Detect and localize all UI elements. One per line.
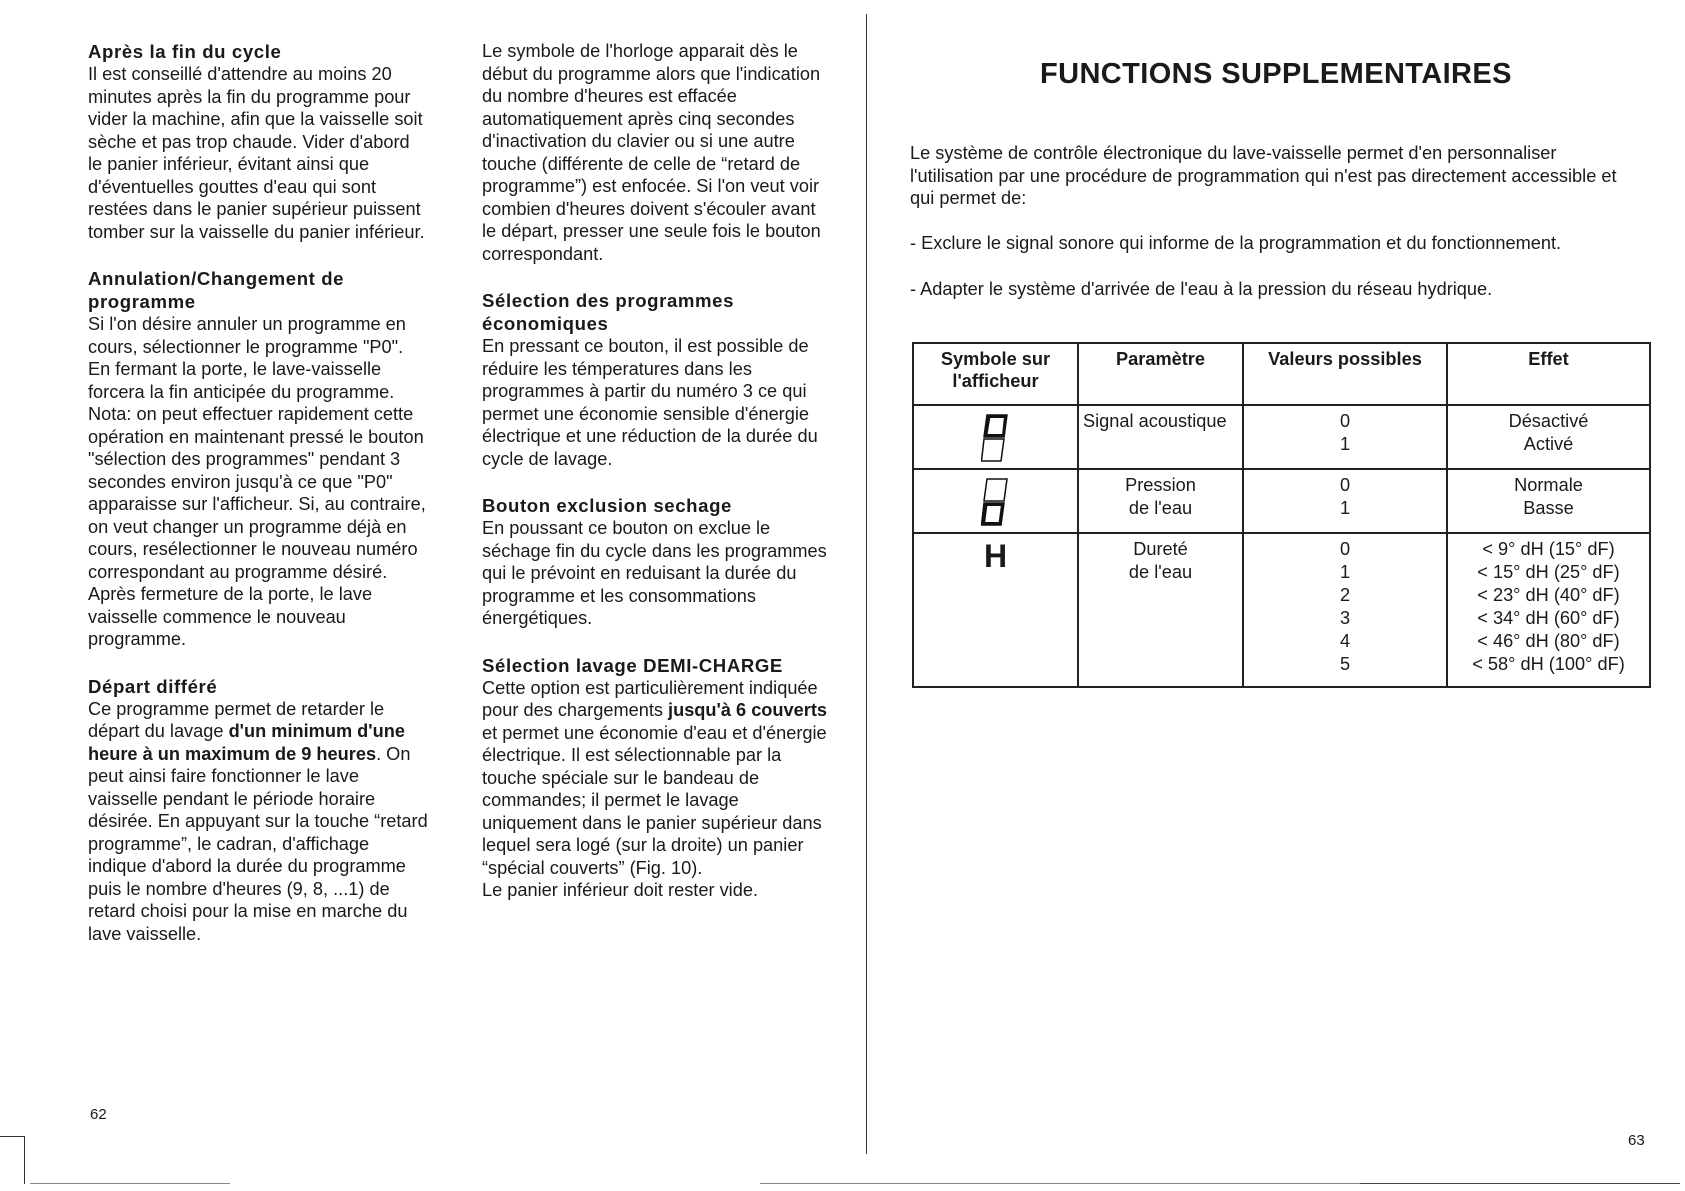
section-delayed-start bbox=[88, 675, 428, 946]
symbol-cell bbox=[913, 405, 1078, 469]
page-title: FUNCTIONS SUPPLEMENTAIRES bbox=[1040, 58, 1512, 90]
table-row bbox=[913, 405, 1650, 469]
section-text: En pressant ce bouton, il est possible de réduire les témperatures dans les programmes à partir du numéro 3 ce qui permet une économie sensible d'énergie électrique et une réduction de la durée du cycle de lavage. bbox=[482, 336, 818, 469]
segment-bottom-icon bbox=[981, 476, 1011, 528]
symbol-cell bbox=[913, 469, 1078, 533]
effect-cell: Normale Basse bbox=[1447, 469, 1650, 533]
crop-mark bbox=[0, 1136, 24, 1137]
left-column-2 bbox=[482, 40, 827, 926]
section-text: Si l'on désire annuler un programme en cours, sélectionner le programme "P0". En fermant la porte, le lave-vaisselle forcera la fin anticipée du programme. bbox=[88, 314, 406, 402]
section-drying-exclusion bbox=[482, 494, 827, 630]
section-title: Sélection des programmes économiques bbox=[482, 290, 735, 334]
scan-edge-line bbox=[1360, 1183, 1680, 1184]
section-cancel-change bbox=[88, 267, 428, 651]
values-cell: 0 1 bbox=[1243, 405, 1447, 469]
section-title: Départ différé bbox=[88, 675, 218, 697]
header-symbol: Symbole sur l'afficheur bbox=[913, 343, 1078, 405]
section-eco-programs bbox=[482, 289, 827, 470]
section-text-end: Le panier inférieur doit rester vide. bbox=[482, 880, 758, 900]
section-after-cycle bbox=[88, 40, 428, 243]
page-number-left: 62 bbox=[90, 1106, 107, 1123]
page-number-right: 63 bbox=[1628, 1132, 1645, 1149]
settings-table bbox=[912, 342, 1651, 688]
section-text: Le symbole de l'horloge apparait dès le début du programme alors que l'indication du nombre d'heures est effacée automatiquement après cinq secondes d'inactivation du clavier ou si une autre touche (différente de celle de “retard de programme”) est enfocée. Si l'on veut voir combien d'heures doivent s'écouler avant le départ, presser une seule fois le bouton correspondant. bbox=[482, 41, 821, 264]
scan-edge-line bbox=[760, 1183, 1360, 1184]
section-title: Sélection lavage DEMI-CHARGE bbox=[482, 654, 783, 676]
section-note: Nota: on peut effectuer rapidement cette opération en maintenant pressé le bouton "sélection des programmes" pendant 3 secondes environ jusqu'à ce que "P0" apparaisse sur l'afficheur. Si, au contraire, on veut changer un programme déjà en cours, resélectionner le nouveau numéro correspondant au programme désiré. Après fermeture de la porte, le lave vaisselle commence le nouveau programme. bbox=[88, 404, 426, 649]
h-symbol: H bbox=[983, 538, 1008, 574]
section-half-load bbox=[482, 654, 827, 902]
header-parameter: Paramètre bbox=[1078, 343, 1243, 405]
param-cell: Dureté de l'eau bbox=[1078, 533, 1243, 687]
section-text: En poussant ce bouton on exclue le séchage fin du cycle dans les programmes qui le prévoint en reduisant la durée du programme et les consommations énergétiques. bbox=[482, 518, 827, 628]
scan-edge-line bbox=[30, 1183, 230, 1184]
section-text: Il est conseillé d'attendre au moins 20 minutes après la fin du programme pour vider la machine, afin que la vaisselle soit sèche et pas trop chaude. Vider d'abord le panier inférieur, évitant ainsi que d'éventuelles gouttes d'eau qui sont restées dans le panier supérieur puissent tomber sur la vaisselle du panier inférieur. bbox=[88, 64, 425, 242]
header-effect: Effet bbox=[1447, 343, 1650, 405]
bullet-item: - Adapter le système d'arrivée de l'eau à la pression du réseau hydrique. bbox=[910, 279, 1493, 299]
section-text: Cette option est particulièrement indiquée pour des chargements jusqu'à 6 couverts et permet une économie d'eau et d'énergie électrique. Il est sélectionnable par la touche spéciale sur le bandeau de commandes; il permet le lavage uniquement dans le panier supérieur dans lequel sera logé (sur la droite) un panier “spécial couverts” (Fig. 10). bbox=[482, 677, 828, 878]
effect-cell: Désactivé Activé bbox=[1447, 405, 1650, 469]
values-cell: 0 1 bbox=[1243, 469, 1447, 533]
intro-text: Le système de contrôle électronique du lave-vaisselle permet d'en personnaliser l'utilisation par une procédure de programmation qui n'est pas directement accessible et qui permet de: bbox=[910, 143, 1617, 208]
table-row bbox=[913, 469, 1650, 533]
effect-cell: < 9° dH (15° dF) < 15° dH (25° dF) < 23° dH (40° dF) < 34° dH (60° dF) < 46° dH (80° dF) < 58° dH (100° dF) bbox=[1447, 533, 1650, 687]
page-divider bbox=[866, 14, 867, 1154]
param-cell: Signal acoustique bbox=[1078, 405, 1243, 469]
left-column-1 bbox=[88, 40, 428, 969]
table-row bbox=[913, 533, 1650, 687]
header-values: Valeurs possibles bbox=[1243, 343, 1447, 405]
values-cell: 0 1 2 3 4 5 bbox=[1243, 533, 1447, 687]
symbol-cell bbox=[913, 533, 1078, 687]
param-cell: Pression de l'eau bbox=[1078, 469, 1243, 533]
table-header-row bbox=[913, 343, 1650, 405]
section-text: Ce programme permet de retarder le départ du lavage d'un minimum d'une heure à un maximum de 9 heures. On peut ainsi faire fonctionner le lave vaisselle pendant le période horaire désirée. En appuyant sur la touche “retard programme”, le cadran, d'affichage indique d'abord la durée du programme puis le nombre d'heures (9, 8, ...1) de retard choisi pour la mise en marche du lave vaisselle. bbox=[88, 698, 428, 944]
section-title: Bouton exclusion sechage bbox=[482, 495, 732, 516]
section-title: Annulation/Changement de programme bbox=[88, 268, 345, 312]
segment-top-icon bbox=[981, 412, 1011, 464]
crop-mark-vertical bbox=[24, 1136, 25, 1184]
section-clock-symbol bbox=[482, 40, 827, 265]
section-title: Après la fin du cycle bbox=[88, 41, 282, 62]
bullet-item: - Exclure le signal sonore qui informe de la programmation et du fonctionnement. bbox=[910, 233, 1562, 253]
